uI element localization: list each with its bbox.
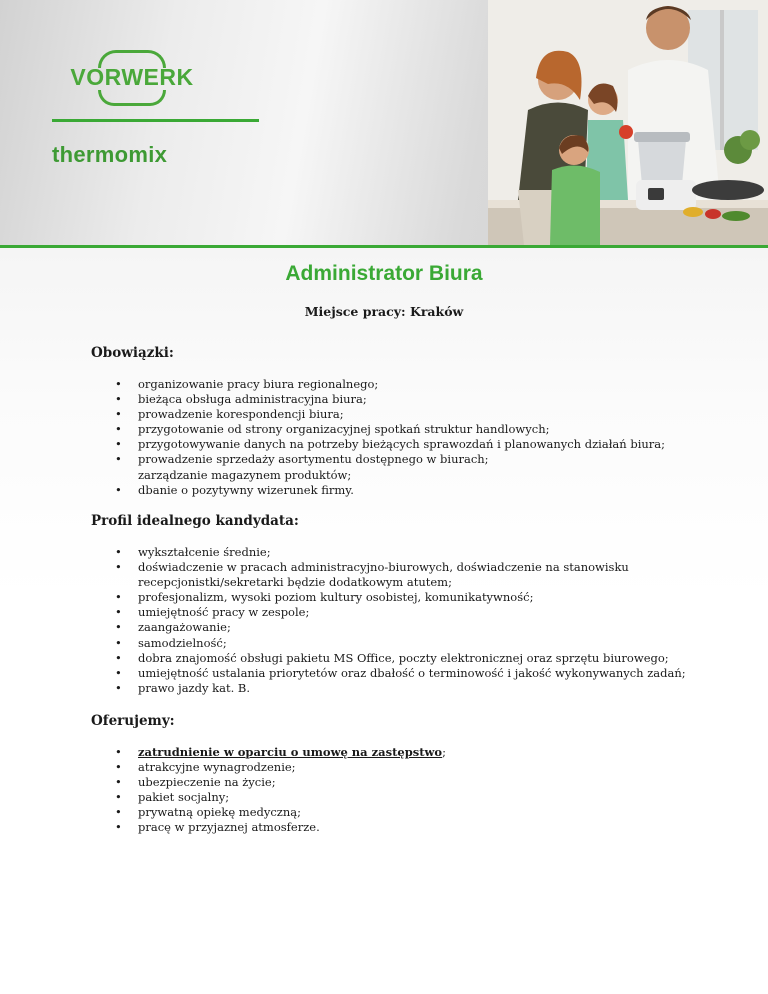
- list-item: • umiejętność pracy w zespole;: [138, 605, 686, 620]
- list-item: • prywatną opiekę medyczną;: [138, 805, 446, 820]
- list-item-line: zarządzanie magazynem produktów;: [138, 467, 352, 482]
- profile-list: [138, 545, 686, 696]
- list-item-line: recepcjonistki/sekretarki będzie dodatkowym atutem;: [138, 575, 452, 590]
- list-item-line: • prowadzenie sprzedaży asortymentu dostępnego w biurach;: [138, 452, 489, 467]
- section-heading-profile: Profil idealnego kandydata:: [91, 513, 299, 529]
- list-item: • organizowanie pracy biura regionalnego;: [138, 377, 665, 392]
- family-cooking-photo: [488, 0, 768, 245]
- list-item: • profesjonalizm, wysoki poziom kultury osobistej, komunikatywność;: [138, 590, 686, 605]
- list-item: • prowadzenie korespondencji biura;: [138, 407, 665, 422]
- list-item: • bieżąca obsługa administracyjna biura;: [138, 392, 665, 407]
- list-item: • przygotowanie od strony organizacyjnej spotkań struktur handlowych;: [138, 422, 665, 437]
- list-item: • wykształcenie średnie;: [138, 545, 686, 560]
- list-item: • ubezpieczenie na życie;: [138, 775, 446, 790]
- page-title: Administrator Biura: [285, 262, 483, 285]
- list-item: • pracę w przyjaznej atmosferze.: [138, 820, 446, 835]
- list-item: • dbanie o pozytywny wizerunek firmy.: [138, 483, 665, 498]
- vorwerk-logo: [52, 50, 212, 106]
- section-heading-duties: Obowiązki:: [91, 345, 174, 361]
- section-heading-offer: Oferujemy:: [91, 713, 175, 729]
- list-item-line: • doświadczenie w pracach administracyjno-biurowych, doświadczenie na stanowisku: [138, 560, 629, 575]
- duties-list: [138, 377, 665, 498]
- list-item: • przygotowywanie danych na potrzeby bieżących sprawozdań i planowanych działań biura;: [138, 437, 665, 452]
- thermomix-logo: thermomix: [52, 142, 168, 167]
- list-item: • pakiet socjalny;: [138, 790, 446, 805]
- list-item: • dobra znajomość obsługi pakietu MS Office, poczty elektronicznej oraz sprzętu biurowego;: [138, 651, 686, 666]
- list-item: • zaangażowanie;: [138, 620, 686, 635]
- list-item: • prawo jazdy kat. B.: [138, 681, 686, 696]
- list-item: [138, 452, 665, 482]
- logo-divider: [52, 119, 259, 122]
- list-item: • samodzielność;: [138, 636, 686, 651]
- brand-name: VORWERK: [70, 64, 194, 90]
- list-item: [138, 560, 686, 590]
- list-item-suffix: ;: [442, 745, 446, 759]
- offer-list: [138, 745, 446, 836]
- list-item: [138, 745, 446, 760]
- header-accent-line: [0, 245, 768, 248]
- list-item: • atrakcyjne wynagrodzenie;: [138, 760, 446, 775]
- contract-type: zatrudnienie w oparciu o umowę na zastępstwo: [138, 745, 443, 759]
- list-item: • umiejętność ustalania priorytetów oraz dbałość o terminowość i jakość wykonywanych zadań;: [138, 666, 686, 681]
- logo-arc-bottom: [98, 90, 166, 106]
- job-location: Miejsce pracy: Kraków: [304, 304, 464, 319]
- header-banner: [0, 0, 768, 248]
